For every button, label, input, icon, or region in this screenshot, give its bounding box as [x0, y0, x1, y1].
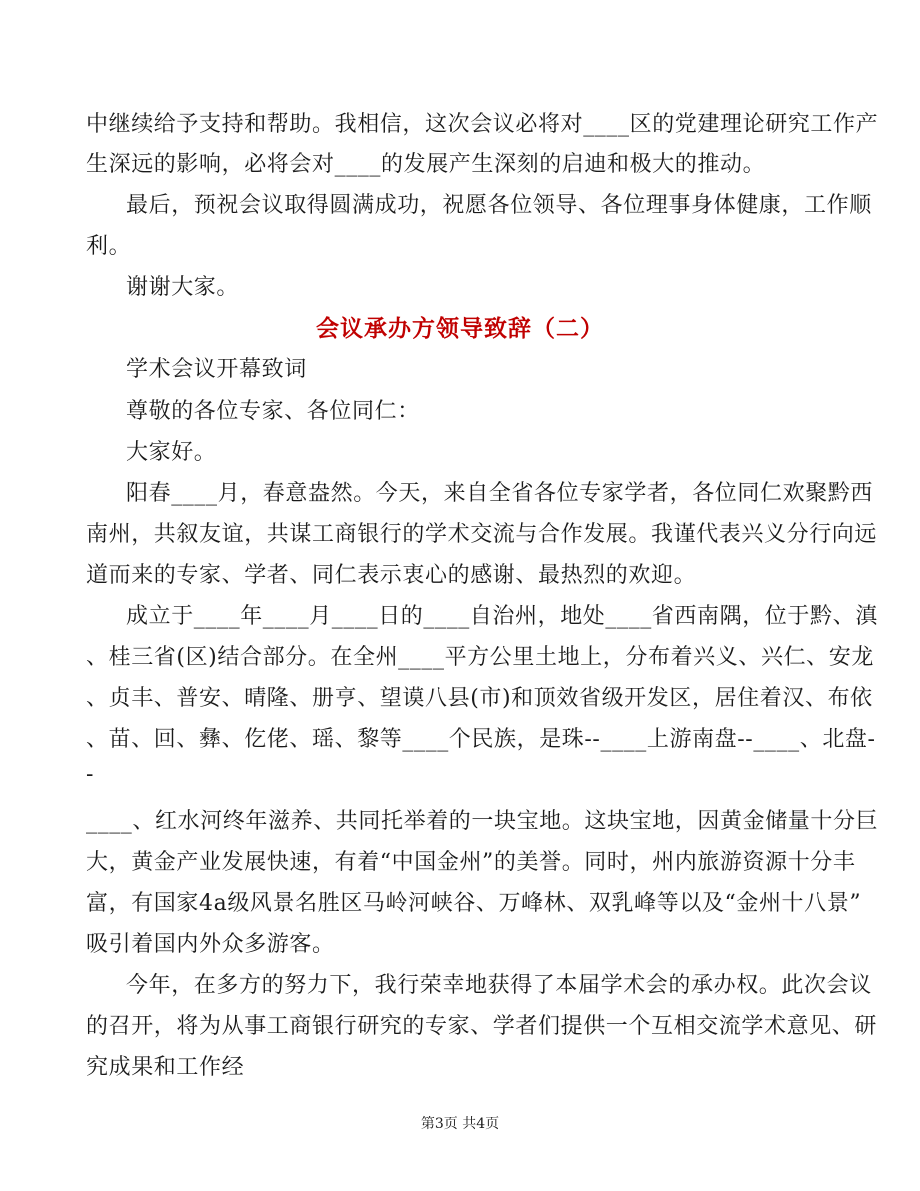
paragraph-line: 、桂三省(区)结合部分。在全州____平方公里土地上，分布着兴义、兴仁、安龙: [86, 645, 874, 670]
paragraph-line: 中继续给予支持和帮助。我相信，这次会议必将对____区的党建理论研究工作产: [86, 112, 879, 137]
paragraph-line: 富，有国家4a级风景名胜区马岭河峡谷、万峰林、双乳峰等以及“金州十八景”: [86, 891, 862, 916]
section-title: 会议承办方领导致辞（二）: [316, 315, 604, 342]
paragraph-line: 学术会议开幕致词: [126, 357, 307, 382]
paragraph-line: 大，黄金产业发展快速，有着“中国金州”的美誉。同时，州内旅游资源十分丰: [86, 850, 856, 875]
page-footer: 第3页 共4页: [420, 1116, 500, 1132]
paragraph-line: 成立于____年____月____日的____自治州，地处____省西南隅，位于黔、滇: [126, 604, 878, 629]
paragraph-line: 吸引着国内外众多游客。: [86, 932, 335, 957]
paragraph-line: 的召开，将为从事工商银行研究的专家、学者们提供一个互相交流学术意见、研: [86, 1014, 878, 1039]
paragraph-line: 究成果和工作经: [86, 1055, 245, 1080]
paragraph-line: 尊敬的各位专家、各位同仁：: [126, 399, 420, 424]
paragraph-line: -: [86, 762, 95, 787]
paragraph-line: 今年，在多方的努力下，我行荣幸地获得了本届学术会的承办权。此次会议: [126, 973, 872, 998]
paragraph-line: 谢谢大家。: [126, 275, 240, 300]
paragraph-line: ____、红水河终年滋养、共同托举着的一块宝地。这块宝地，因黄金储量十分巨: [86, 809, 879, 834]
paragraph-line: 、贞丰、普安、晴隆、册亨、望谟八县(市)和顶效省级开发区，居住着汉、布依: [86, 686, 873, 711]
paragraph-line: 道而来的专家、学者、同仁表示衷心的感谢、最热烈的欢迎。: [86, 563, 697, 588]
paragraph-line: 生深远的影响，必将会对____的发展产生深刻的启迪和极大的推动。: [86, 152, 766, 177]
paragraph-line: 大家好。: [126, 440, 217, 465]
paragraph-line: 南州，共叙友谊，共谋工商银行的学术交流与合作发展。我谨代表兴义分行向远: [86, 522, 878, 547]
paragraph-line: 阳春____月，春意盎然。今天，来自全省各位专家学者，各位同仁欢聚黔西: [126, 481, 874, 506]
paragraph-line: 、苗、回、彝、仡佬、瑶、黎等____个民族，是珠--____上游南盘--____、北盘-: [86, 727, 876, 752]
paragraph-line: 最后，预祝会议取得圆满成功，祝愿各位领导、各位理事身体健康，工作顺: [126, 193, 872, 218]
paragraph-line: 利。: [86, 234, 132, 259]
